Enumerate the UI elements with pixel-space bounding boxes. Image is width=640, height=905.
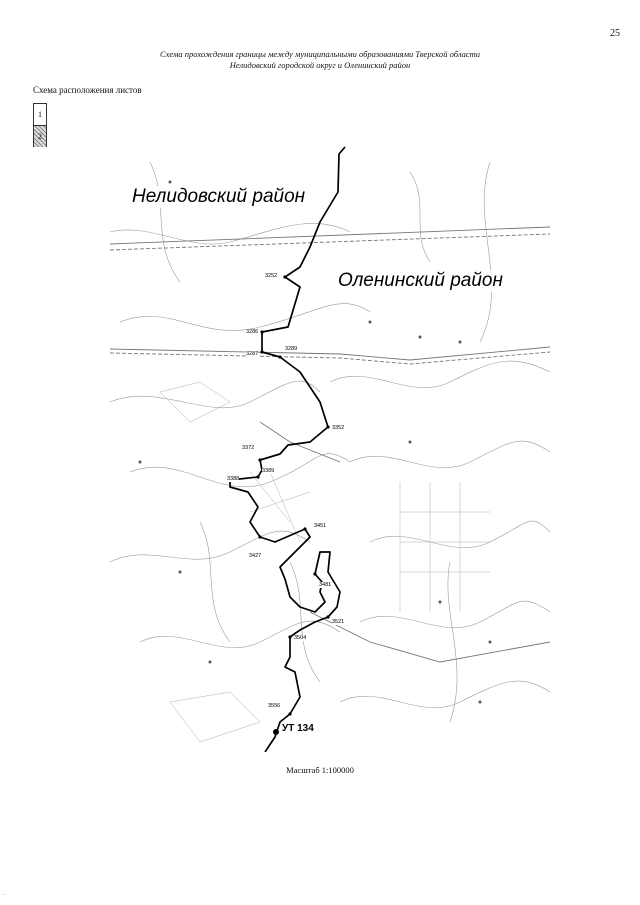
point-3504: 3504 [294, 635, 307, 641]
title-line-1: Схема прохождения границы между муниципальными образованиями Тверской области [159, 49, 481, 59]
point-3388: 3388 [227, 476, 240, 482]
page-number: 25 [610, 28, 620, 39]
point-3372: 3372 [242, 445, 255, 451]
region-label-right: Оленинский район [338, 270, 503, 291]
region-label-left: Нелидовский район [132, 186, 306, 207]
point-3521: 3521 [332, 619, 345, 625]
point-3287: 3287 [246, 351, 259, 357]
point-3556: 3556 [268, 703, 281, 709]
sheet-layout-label: Схема расположения листов [33, 85, 142, 95]
point-3352: 3352 [332, 425, 345, 431]
margin-mark: . [3, 891, 5, 897]
map-background [110, 142, 550, 752]
sheet-2-cell [34, 126, 46, 147]
title-line-2: Нелидовский городской округ и Оленинский район [229, 60, 411, 70]
station-marker [273, 729, 279, 735]
scale-caption: Масштаб 1:100000 [286, 765, 354, 775]
point-3286: 3286 [246, 329, 259, 335]
map-drawing [110, 142, 550, 752]
boundary-map [110, 142, 550, 752]
sheet-1-cell [34, 104, 46, 126]
sheet-2-number: 2 [38, 132, 42, 141]
sheet-1-number: 1 [38, 110, 42, 119]
point-3289: 3289 [285, 346, 298, 352]
point-3427: 3427 [249, 553, 262, 559]
point-3252: 3252 [265, 273, 278, 279]
point-3481: 3481 [319, 582, 332, 588]
point-3389: 3389 [262, 468, 275, 474]
document-title [0, 49, 640, 71]
sheet-index [33, 103, 47, 147]
station-label: УТ 134 [282, 723, 314, 734]
point-3451: 3451 [314, 523, 327, 529]
